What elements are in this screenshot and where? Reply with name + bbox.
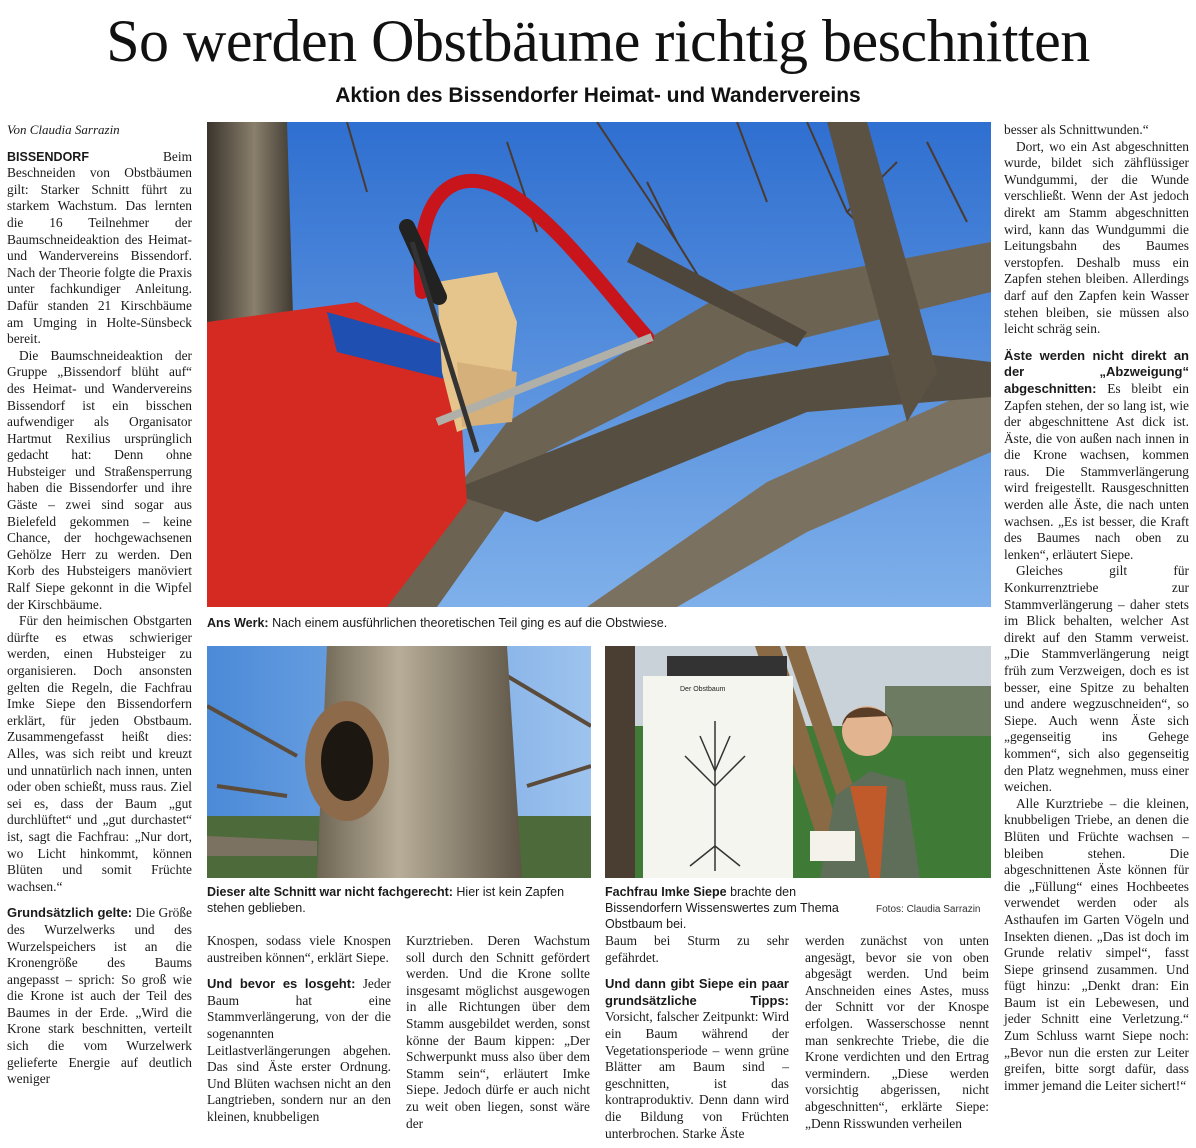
imke-caption: Fachfrau Imke Siepe brachte den Bissendorfern Wissenswertes zum Thema Obstbaum bei. — [605, 885, 839, 931]
paragraph: Baum bei Sturm zu sehr gefährdet. — [605, 933, 789, 965]
paragraph: BISSENDORF Beim Beschneiden von Obstbäumen gilt: Starker Schnitt führt zu starkem Wachstum. Das lernten die 16 Teilnehmer der Baumschneideaktion des Heimat- und Wandervereins Bissendorf. Nach der Theorie folgte die Praxis unter fachkundiger Anleitung. Dafür standen 21 Kirschbäume am Umging in Holte-Sünsbeck bereit. — [7, 148, 192, 347]
paragraph: Gleiches gilt für Konkurrenztriebe zur Stammverlängerung – daher stets im Blick behalten, welcher Ast direkt auf den Stamm verweist. „Die Stammverlängerung neigt früh zum Verzweigen, doch es ist besser, eine Spitze zu behalten und andere wegzuschneiden“, so Siepe. Auch wenn Äste sich „gegenseitig ins Gehege kommen“, sich also gegenseitig den Platz wegnehmen, muss einer weichen. — [1004, 563, 1189, 795]
column-4 — [605, 933, 789, 1142]
paragraph: Und dann gibt Siepe ein paar grundsätzliche Tipps: Vorsicht, falscher Zeitpunkt: Wird ein Baum während der Vegetationsperiode – wenn grüne Blätter am Baum sind – geschnitten, ist das kontraproduktiv. Denn dann wird die Bildung von Früchten unterbrochen. Starke Äste — [605, 976, 789, 1141]
paragraph: besser als Schnittwunden.“ — [1004, 122, 1149, 137]
paragraph: Äste werden nicht direkt an der „Abzweigung“ abgeschnitten: Es bleibt ein Zapfen stehen, der so lang ist, wie der abgeschnittene Ast dick ist. Äste, die von außen nach innen in die Krone wachsen, kommen raus. Die Stammverlängerung wird freigestellt. Rausgeschnitten werden alle Äste, die nach unten wachsen. „Es ist besser, die Kraft des Baumes nach oben zu lenken“, erläutert Siepe. — [1004, 347, 1189, 562]
photo-credit: Fotos: Claudia Sarrazin — [876, 904, 981, 915]
subheading: Äste werden nicht direkt an der „Abzweigung“ abgeschnitten: — [1004, 347, 1189, 396]
subheading: Und bevor es losgeht: — [207, 976, 356, 992]
subheadline: Aktion des Bissendorfer Heimat- und Wandervereins — [335, 84, 861, 107]
main-photo-caption: Ans Werk: Nach einem ausführlichen theoretischen Teil ging es auf die Obstwiese. — [207, 616, 668, 630]
photo-old-cut — [207, 646, 591, 878]
column-6 — [1004, 122, 1189, 1094]
paragraph: Für den heimischen Obstgarten dürfte es etwas schwieriger werden, einen Hubsteiger zu organisieren. Doch ansonsten gelten die Regeln, die Fachfrau Imke Siepe den Bissendorfern erklärt, für jeden Obstbaum. Zusammengefasst heißt dies: Alles, was sich reibt und kreuzt und unnatürlich nach innen, unten oder oben schießt, muss raus. Ziel sei es, dass der Baum „gut durchlüftet“ und „gut durchastet“ ist, sagt die Fachfrau: „Nur dort, wo Licht hinkommt, können Blüten und somit Früchte wachsen.“ — [7, 613, 192, 894]
paragraph: Und bevor es losgeht: Jeder Baum hat eine Stammverlängerung, von der die sogenannten Leitlastverlängerungen abgehen. Das sind Äste erster Ordnung. Und Blüten wachsen nicht an den Langtrieben, sondern nur an den kleinen, knubbeligen — [207, 976, 391, 1124]
paragraph: Alle Kurztriebe – die kleinen, knubbeligen Triebe, an denen die Blüten und Früchte wachsen – bleiben stehen. Die abgeschnittenen Äste können für die „Füllung“ eines Hochbeetes verwendet werden oder als Asthaufen im Garten Vögeln und Insekten dienen. „Das ist doch im Grunde relativ simpel“, fasst Siepe grinsend zusammen. Und fügt hinzu: „Denkt dran: Ein Baum ist ein Lebewesen, und jeder Schnitt eine Verletzung.“ Zum Schluss warnt Siepe noch: „Bevor nun die ersten zur Leiter greifen, bitte sorgt dafür, dass immer jemand die Leiter sichert!“ — [1004, 795, 1189, 1093]
poster-title: Der Obstbaum — [680, 686, 726, 693]
byline: Von Claudia Sarrazin — [7, 122, 120, 137]
dateline: BISSENDORF — [7, 149, 89, 164]
subheading: Grundsätzlich gelte: — [7, 905, 133, 921]
paragraph: Dort, wo ein Ast abgeschnitten wurde, bildet sich zähflüssiger Wundgummi, der die Wunde verschließt. Wenn der Ast jedoch direkt am Stamm abgeschnitten wird, kann das Wundgummi die Leitungsbahn des Baumes verstopfen. Deshalb muss ein Zapfen stehen bleiben. Allerdings darf auf den Zapfen kein Wasser stehen bleiben, sie müssen also leicht schräg sein. — [1004, 138, 1189, 337]
subheading: Und dann gibt Siepe ein paar grundsätzliche Tipps: — [605, 976, 789, 1008]
column-5 — [805, 933, 989, 1132]
paragraph: Kurztrieben. Deren Wachstum soll durch den Schnitt gefördert werden. Und die Krone sollte insgesamt möglichst ausgewogen in alle Richtungen über dem Stamm ausgebildet werden, sonst könne der Baum kippen: „Der Schwerpunkt muss also über dem Stamm sein“, erläutert Imke Siepe. Jedoch dürfe er auch nicht zu weit oben liegen, sonst wäre der — [406, 933, 590, 1131]
old-cut-caption: Dieser alte Schnitt war nicht fachgerecht: Hier ist kein Zapfen stehen geblieben. — [207, 885, 565, 915]
photo-imke-siepe — [605, 646, 991, 878]
main-photo-sawing — [207, 122, 991, 607]
column-1 — [7, 122, 192, 1088]
column-3 — [406, 933, 590, 1132]
paragraph: Knospen, sodass viele Knospen austreiben können“, erklärt Siepe. — [207, 933, 391, 965]
paragraph: werden zunächst von unten angesägt, bevor sie von oben abgesägt werden. Und beim Anschneiden eines Astes, muss der Schnitt vor der Knospe erfolgen. Wasserschosse nennt man senkrechte Triebe, die die Krone verdichten und den Ertrag vermindern. „Diese werden vorsichtig abgerissen, nicht abgeschnitten“, erklärte Siepe: „Denn Risswunden verheilen — [805, 933, 989, 1131]
headline: So werden Obstbäume richtig beschnitten — [106, 8, 1090, 74]
column-2 — [207, 933, 391, 1126]
paragraph: Grundsätzlich gelte: Die Größe des Wurzelwerks und des Wurzelspeichers ist an die Kronengröße des Baums angepasst – sprich: So groß wie die Krone ist auch der Teil des Baumes in der Erde. „Wird die Krone stark beschnitten, verteilt sich die vom Wurzelwerk gelieferte Energie auf deutlich weniger — [7, 905, 192, 1087]
paragraph: Die Baumschneideaktion der Gruppe „Bissendorf blüht auf“ des Heimat- und Wandervereins Bissendorf ist ein bisschen aufwendiger als Organisator Hartmut Rexilius ursprünglich gedacht hat: Denn ohne Hubsteiger und Straßensperrung haben die Bissendorfer und ihre Gäste – zwei sind sogar aus Bielefeld gekommen – keine Chance, der hochgewachsenen Gehölze Herr zu werden. Den Korb des Hubsteigers manöviert Ralf Siepe gekonnt in die Wipfel der Kirschbäume. — [7, 347, 192, 612]
